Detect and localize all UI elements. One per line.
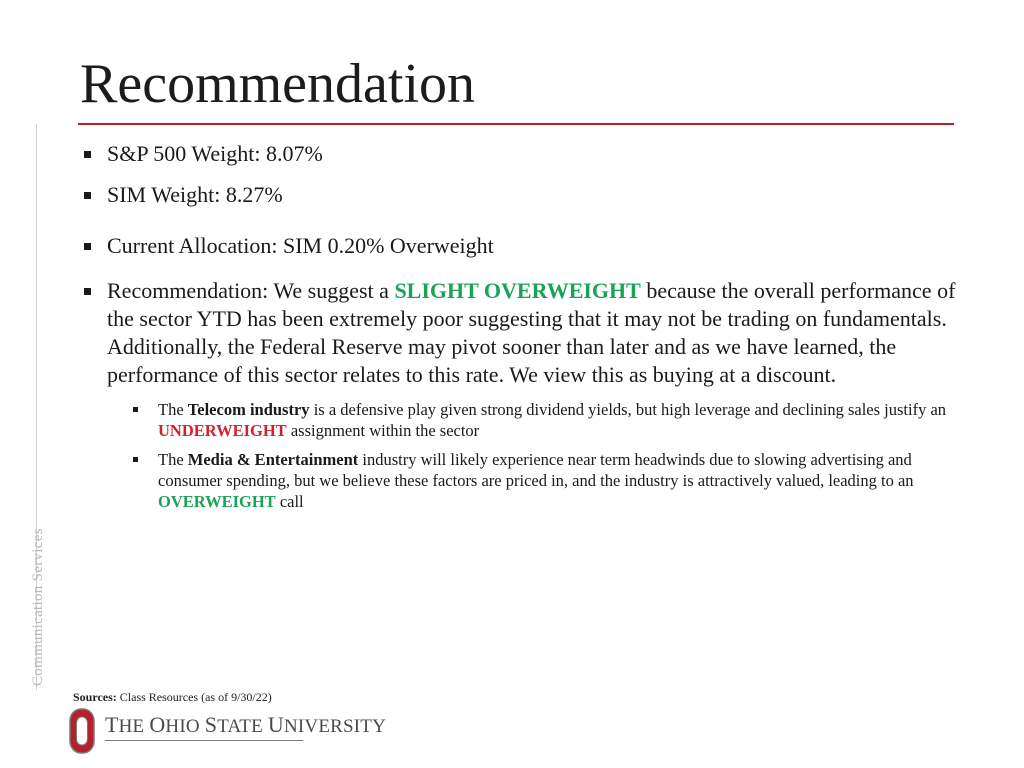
title-divider [78, 123, 954, 125]
wordmark-university-initial: U [267, 712, 284, 737]
current-allocation-text: Current Allocation: SIM 0.20% Overweight [107, 233, 494, 258]
main-bullet-list [78, 136, 958, 520]
wordmark-ohio-initial: O [149, 712, 166, 737]
telecom-call: UNDERWEIGHT [158, 421, 287, 440]
sim-weight-text: SIM Weight: 8.27% [107, 182, 283, 207]
sources-label: Sources: [73, 690, 117, 704]
telecom-suffix: assignment within the sector [286, 421, 480, 440]
square-bullet-icon [84, 151, 91, 158]
bullet-recommendation [78, 277, 958, 512]
wordmark-state-rest: TATE [217, 716, 268, 737]
sub-bullet-media [133, 449, 958, 512]
sources-text: Class Resources (as of 9/30/22) [116, 690, 272, 704]
telecom-prefix: The [158, 400, 188, 419]
industry-sub-list [107, 399, 958, 512]
sp500-weight-text: S&P 500 Weight: 8.07% [107, 141, 323, 166]
square-bullet-icon [133, 407, 138, 412]
wordmark-underline [105, 740, 303, 741]
wordmark-the-initial: T [105, 712, 119, 737]
bullet-sp500-weight [78, 140, 958, 168]
square-bullet-icon [133, 457, 138, 462]
media-prefix: The [158, 450, 188, 469]
sector-side-label: Communication Services [30, 528, 46, 686]
university-wordmark [105, 712, 386, 738]
sources-note [73, 690, 272, 705]
wordmark-the-rest: HE [118, 716, 150, 737]
square-bullet-icon [84, 288, 91, 295]
wordmark-ohio-rest: HIO [165, 716, 205, 737]
telecom-description: is a defensive play given strong dividend yields, but high leverage and declining sales justify an [309, 400, 947, 419]
bullet-sim-weight [78, 181, 958, 209]
block-o-icon [69, 708, 95, 754]
wordmark-university-rest: NIVERSITY [283, 716, 387, 737]
page-title: Recommendation [80, 53, 476, 115]
recommendation-call: SLIGHT OVERWEIGHT [394, 278, 641, 303]
sub-bullet-telecom [133, 399, 958, 441]
wordmark-state-initial: S [204, 712, 218, 737]
square-bullet-icon [84, 192, 91, 199]
media-description: industry will likely experience near term headwinds due to slowing advertising and consumer spending, but we believe these factors are priced in, and the industry is attractively valued, leading to an [158, 450, 914, 490]
square-bullet-icon [84, 243, 91, 250]
university-logo [69, 708, 387, 756]
recommendation-rationale: because the overall performance of the sector YTD has been extremely poor suggesting that it may not be trading on fundamentals. Additionally, the Federal Reserve may pivot sooner than later and as we have learned, the performance of this sector relates to this rate. We view this as buying at a discount. [107, 278, 956, 387]
media-industry-name: Media & Entertainment [187, 450, 359, 469]
telecom-industry-name: Telecom industry [187, 400, 310, 419]
bullet-current-allocation [78, 232, 958, 260]
media-suffix: call [275, 492, 304, 511]
recommendation-intro: Recommendation: We suggest a [107, 278, 395, 303]
media-call: OVERWEIGHT [158, 492, 276, 511]
